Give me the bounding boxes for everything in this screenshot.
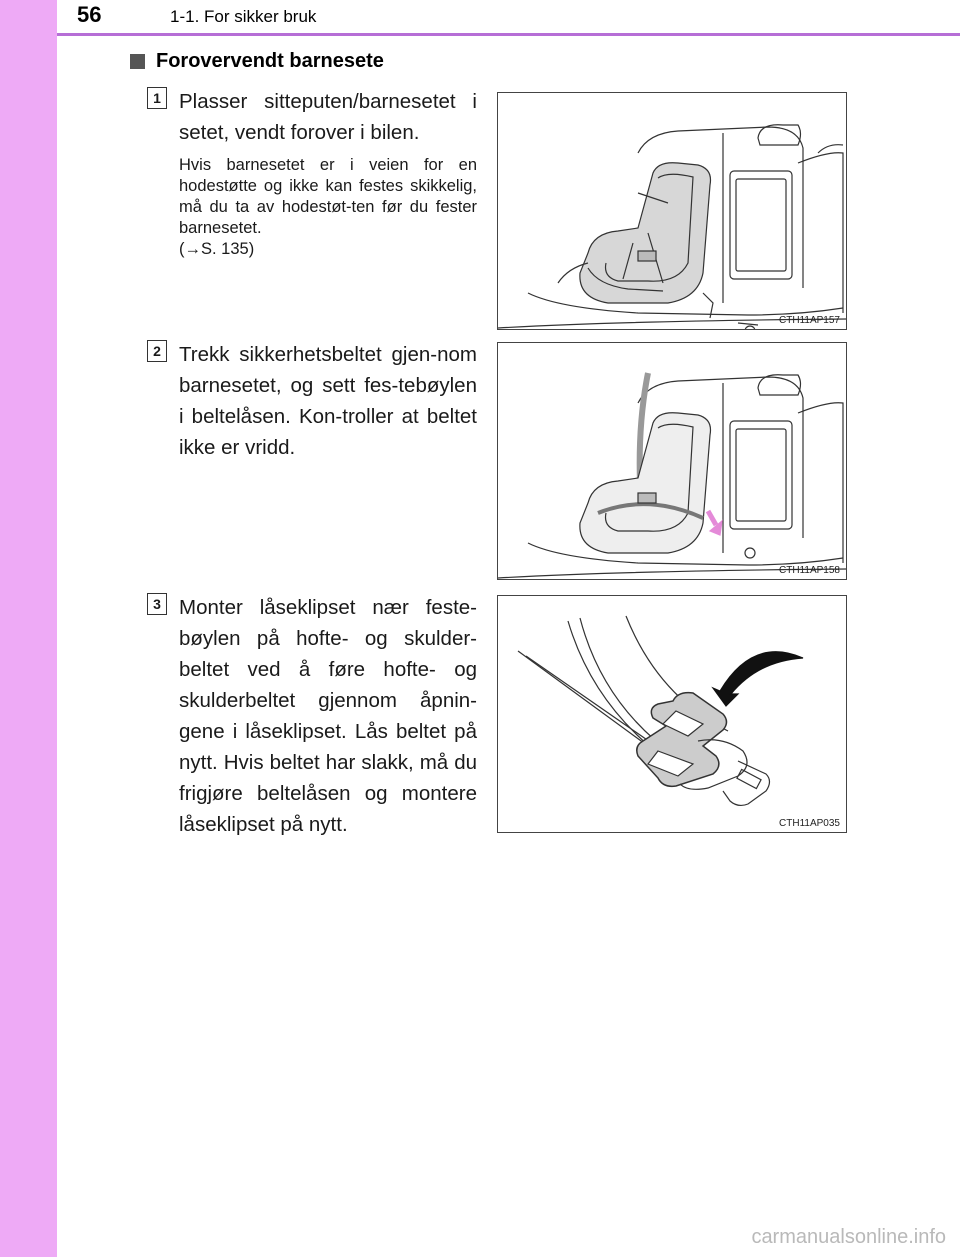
step-badge-2: 2 [147, 340, 167, 362]
step-3-text: Monter låseklipset nær feste-bøylen på hofte- og skulder-beltet ved å føre hofte- og skulderbeltet gjennom åpnin-gene i låseklipset. Lås beltet på nytt. Hvis beltet har slakk, må du frigjøre beltelåsen og montere låseklipset på nytt. [179, 596, 477, 836]
section-heading-text: Forovervendt barnesete [156, 50, 384, 72]
section-heading [130, 50, 384, 73]
figure-belt-threaded [497, 342, 847, 580]
side-strip [0, 0, 57, 1257]
step-badge-1: 1 [147, 87, 167, 109]
running-header: 1-1. For sikker bruk [170, 7, 317, 26]
figure-code-1: CTH11AP157 [779, 315, 840, 326]
arrow-right-icon: → [184, 240, 201, 258]
figure-code-3: CTH11AP035 [779, 818, 840, 829]
step-badge-3: 3 [147, 593, 167, 615]
step-2-text: Trekk sikkerhetsbeltet gjen-nom barnesetet, og sett fes-tebøylen i beltelåsen. Kon-troller at beltet ikke er vridd. [179, 343, 477, 459]
page-number: 56 [77, 2, 102, 27]
step-1-note-text: Hvis barnesetet er i veien for en hodestøtte og ikke kan festes skikkelig, må du ta av hodestøt-ten før du fester barnesetet. [179, 156, 477, 237]
step-1-ref: (→S. 135) [179, 240, 255, 258]
step-1-text: Plasser sitteputen/barnesetet i setet, vendt forover i bilen. [179, 90, 477, 144]
watermark: carmanualsonline.info [751, 1226, 946, 1248]
step-1-note [179, 155, 477, 260]
square-bullet-icon [130, 54, 145, 69]
figure-child-seat-placed [497, 92, 847, 330]
header-rule [57, 33, 960, 36]
figure-locking-clip [497, 595, 847, 833]
figure-code-2: CTH11AP158 [779, 565, 840, 576]
